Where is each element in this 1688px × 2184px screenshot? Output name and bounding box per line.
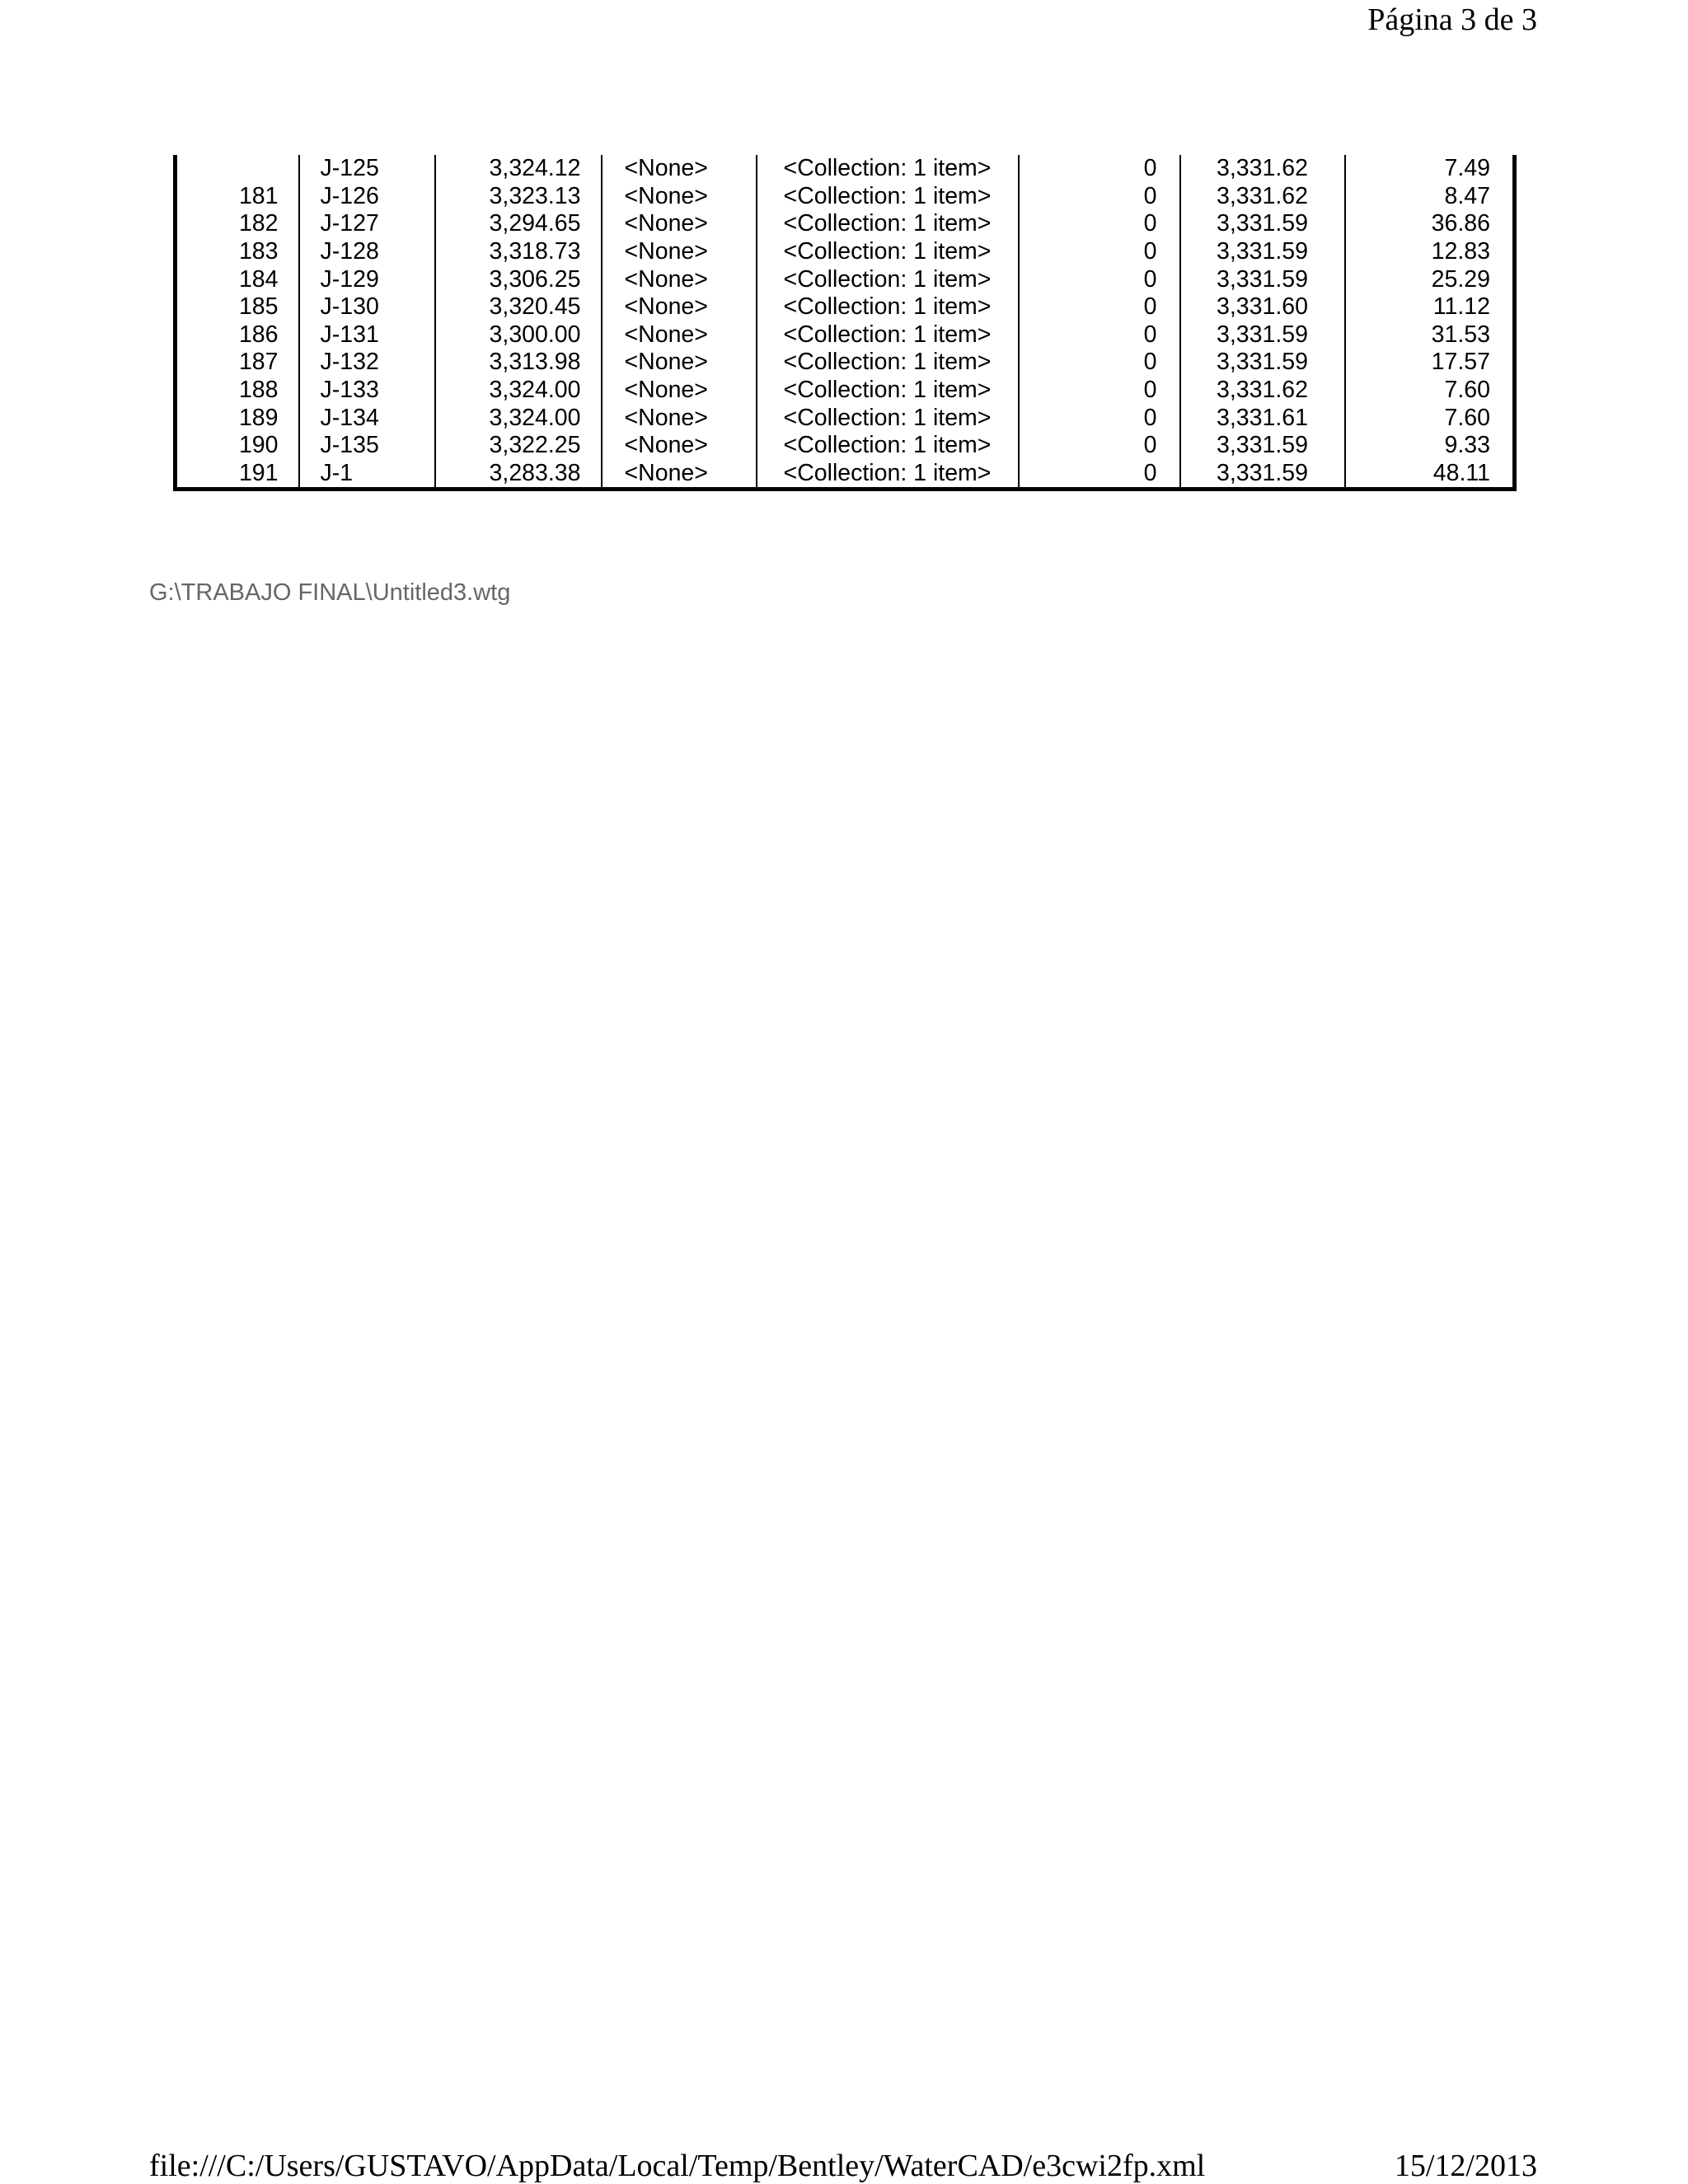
- table-row: [176, 349, 1515, 377]
- cell-demand-total: 0: [1019, 265, 1180, 293]
- cell-zone: <None>: [602, 155, 757, 183]
- cell-zone: <None>: [602, 321, 757, 349]
- cell-label: J-125: [299, 155, 435, 183]
- cell-label: J-131: [299, 321, 435, 349]
- cell-hydraulic-grade: 3,331.59: [1180, 265, 1345, 293]
- cell-demand-collection: <Collection: 1 item>: [757, 321, 1019, 349]
- cell-id: 182: [238, 210, 279, 237]
- cell-demand-total: 0: [1019, 377, 1180, 405]
- cell-elevation: 3,300.00: [435, 321, 602, 349]
- cell-zone: <None>: [602, 183, 757, 211]
- page-indicator: Página 3 de 3: [1367, 2, 1537, 37]
- cell-zone: <None>: [602, 404, 757, 432]
- cell-pressure: 8.47: [1345, 183, 1515, 211]
- cell-demand-collection: <Collection: 1 item>: [757, 349, 1019, 377]
- cell-demand-total: 0: [1019, 460, 1180, 490]
- cell-elevation: 3,324.00: [435, 404, 602, 432]
- cell-id: 191: [238, 459, 279, 486]
- cell-pressure: 31.53: [1345, 321, 1515, 349]
- footer-date: 15/12/2013: [1394, 2149, 1537, 2183]
- cell-zone: <None>: [602, 293, 757, 321]
- cell-demand-collection: <Collection: 1 item>: [757, 210, 1019, 238]
- cell-id: 181: [238, 182, 279, 209]
- cell-zone: <None>: [602, 377, 757, 405]
- cell-demand-collection: <Collection: 1 item>: [757, 293, 1019, 321]
- cell-zone: <None>: [602, 460, 757, 490]
- cell-demand-collection: <Collection: 1 item>: [757, 377, 1019, 405]
- cell-id: 184: [238, 265, 279, 293]
- table-row: [176, 155, 1515, 183]
- cell-label: J-127: [299, 210, 435, 238]
- cell-demand-collection: <Collection: 1 item>: [757, 183, 1019, 211]
- cell-demand-total: 0: [1019, 321, 1180, 349]
- cell-hydraulic-grade: 3,331.62: [1180, 155, 1345, 183]
- cell-zone: <None>: [602, 210, 757, 238]
- table-row: [176, 293, 1515, 321]
- cell-hydraulic-grade: 3,331.62: [1180, 183, 1345, 211]
- cell-elevation: 3,324.00: [435, 377, 602, 405]
- cell-demand-total: 0: [1019, 432, 1180, 460]
- footer-url: file:///C:/Users/GUSTAVO/AppData/Local/Temp/Bentley/WaterCAD/e3cwi2fp.xml: [149, 2149, 1206, 2183]
- cell-demand-collection: <Collection: 1 item>: [757, 265, 1019, 293]
- cell-label: J-135: [299, 432, 435, 460]
- table-row: [176, 321, 1515, 349]
- cell-pressure: 7.60: [1345, 404, 1515, 432]
- cell-pressure: 7.49: [1345, 155, 1515, 183]
- cell-label: J-128: [299, 238, 435, 266]
- cell-id: 186: [238, 321, 279, 348]
- cell-pressure: 36.86: [1345, 210, 1515, 238]
- junction-table-body: [176, 155, 1515, 489]
- cell-elevation: 3,283.38: [435, 460, 602, 490]
- cell-demand-total: 0: [1019, 238, 1180, 266]
- cell-zone: <None>: [602, 349, 757, 377]
- cell-hydraulic-grade: 3,331.61: [1180, 404, 1345, 432]
- table-row: [176, 404, 1515, 432]
- cell-id: 190: [238, 432, 279, 459]
- cell-zone: <None>: [602, 238, 757, 266]
- cell-zone: <None>: [602, 432, 757, 460]
- cell-demand-collection: <Collection: 1 item>: [757, 460, 1019, 490]
- cell-label: J-134: [299, 404, 435, 432]
- cell-hydraulic-grade: 3,331.59: [1180, 321, 1345, 349]
- cell-demand-total: 0: [1019, 210, 1180, 238]
- cell-pressure: 9.33: [1345, 432, 1515, 460]
- cell-demand-collection: <Collection: 1 item>: [757, 238, 1019, 266]
- cell-label: J-133: [299, 377, 435, 405]
- file-path: G:\TRABAJO FINAL\Untitled3.wtg: [149, 579, 511, 606]
- cell-zone: <None>: [602, 265, 757, 293]
- cell-id: 183: [238, 238, 279, 265]
- cell-elevation: 3,324.12: [435, 155, 602, 183]
- cell-elevation: 3,306.25: [435, 265, 602, 293]
- junction-table-container: [173, 155, 1512, 491]
- table-row: [176, 265, 1515, 293]
- cell-id: 187: [238, 349, 279, 376]
- table-row: [176, 183, 1515, 211]
- cell-label: J-130: [299, 293, 435, 321]
- cell-hydraulic-grade: 3,331.62: [1180, 377, 1345, 405]
- cell-demand-total: 0: [1019, 404, 1180, 432]
- cell-elevation: 3,318.73: [435, 238, 602, 266]
- cell-hydraulic-grade: 3,331.59: [1180, 460, 1345, 490]
- cell-pressure: 12.83: [1345, 238, 1515, 266]
- cell-demand-total: 0: [1019, 293, 1180, 321]
- cell-demand-total: 0: [1019, 155, 1180, 183]
- cell-elevation: 3,323.13: [435, 183, 602, 211]
- table-row: [176, 432, 1515, 460]
- cell-elevation: 3,313.98: [435, 349, 602, 377]
- cell-id: [176, 155, 299, 183]
- table-row: [176, 238, 1515, 266]
- table-row: [176, 460, 1515, 490]
- cell-demand-collection: <Collection: 1 item>: [757, 404, 1019, 432]
- cell-hydraulic-grade: 3,331.59: [1180, 349, 1345, 377]
- cell-hydraulic-grade: 3,331.59: [1180, 432, 1345, 460]
- cell-elevation: 3,320.45: [435, 293, 602, 321]
- cell-demand-total: 0: [1019, 349, 1180, 377]
- cell-pressure: 25.29: [1345, 265, 1515, 293]
- cell-id: 189: [238, 404, 279, 431]
- cell-id: 185: [238, 293, 279, 321]
- cell-label: J-132: [299, 349, 435, 377]
- cell-elevation: 3,322.25: [435, 432, 602, 460]
- cell-elevation: 3,294.65: [435, 210, 602, 238]
- table-row: [176, 377, 1515, 405]
- cell-hydraulic-grade: 3,331.59: [1180, 210, 1345, 238]
- cell-id: 188: [238, 377, 279, 404]
- cell-pressure: 11.12: [1345, 293, 1515, 321]
- cell-label: J-126: [299, 183, 435, 211]
- cell-label: J-129: [299, 265, 435, 293]
- cell-hydraulic-grade: 3,331.59: [1180, 238, 1345, 266]
- cell-demand-total: 0: [1019, 183, 1180, 211]
- cell-pressure: 7.60: [1345, 377, 1515, 405]
- cell-pressure: 17.57: [1345, 349, 1515, 377]
- junction-table: [173, 155, 1517, 491]
- cell-pressure: 48.11: [1345, 460, 1515, 490]
- cell-demand-collection: <Collection: 1 item>: [757, 432, 1019, 460]
- cell-hydraulic-grade: 3,331.60: [1180, 293, 1345, 321]
- cell-label: J-1: [299, 460, 435, 490]
- cell-demand-collection: <Collection: 1 item>: [757, 155, 1019, 183]
- table-row: [176, 210, 1515, 238]
